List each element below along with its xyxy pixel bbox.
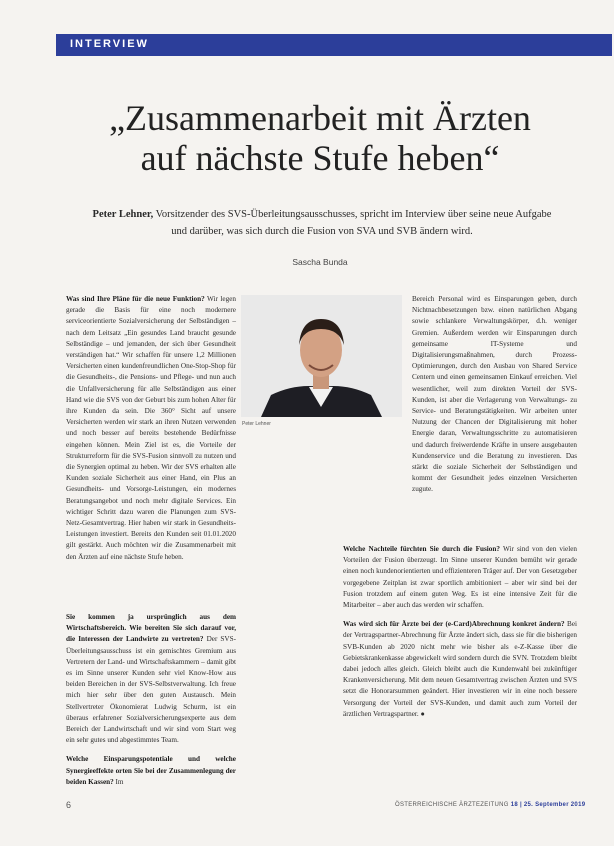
lead-paragraph bbox=[92, 206, 552, 240]
left-column-bottom bbox=[66, 612, 236, 788]
answer-2: Der SVS-Überleitungsausschuss ist ein gemischtes Gremium aus Vertretern der Land- und Wirtschaftskammern – damit gibt es im Sinne unserer Kunden sehr viel Know-How aus beiden Bereichen in der SVS-Selbstverwaltung. Ich freue mich hier sehr über den guten Austausch. Mein Stellvertreter Ökonomierat Ludwig Schurm, ist ein überaus erfahrener Sozialversicherungsexperte aus dem Bereich der Landwirtschaft und wir sind vom Start weg ein sehr gutes und abgestimmtes Team. bbox=[66, 635, 237, 745]
publication-name: ÖSTERREICHISCHE ÄRZTEZEITUNG bbox=[395, 802, 509, 808]
answer-4: Wir sind von den vielen Vorteilen der Fusion überzeugt. Im Sinne unserer Kunden bemüht wir gerade einen noch kundenorientierten und effizienteren Träger auf. Der von Gesetzgeber vorgegebene Zeitplan ist zwar sportlich ambitioniert – aber wir sind bei der Fusion trotzdem auf einem guten Weg. Es ist eine intensive Zeit für die Mitarbeiter – aber auch das werden wir schaffen. bbox=[343, 545, 577, 610]
question-2: Sie kommen ja ursprünglich aus dem Wirtschaftsbereich. Wie bereiten Sie sich darauf vor, die Interessen der Landwirte zu vertreten? bbox=[66, 613, 236, 644]
author-byline: Sascha Bunda bbox=[292, 257, 348, 267]
end-mark: ● bbox=[420, 709, 425, 718]
publication-footer bbox=[395, 802, 585, 808]
left-column-top bbox=[66, 294, 236, 563]
headline-line-2: auf nächste Stufe heben“ bbox=[140, 138, 500, 178]
answer-3-cont: Bereich Personal wird es Einsparungen geben, durch Nichtnachbesetzungen bzw. einen natürlichen Abgang sowie schlankere Verwaltungskörper, d.h. weniger Gremien. Außerdem werden wir Einsparungen durch gemeinsame IT-Systeme und Digitalisierungsmaßnahmen, durch Prozess-Optimierungen, durch den Ausbau von Shared Service Centern und einen gemeinsamen Einkauf erreichen. Viel wesentlicher, weil zum direkten Vorteil der SVS-Kunden, ist aber die Verlagerung von Verwaltungs- zu Service- und Beratungstätigkeiten. Wir arbeiten unter Nutzung der Chancen der Digitalisierung mit hoher Energie daran, Verwaltungsschritte zu automatisieren und dadurch freiwerdende Kräfte in unsere ausgebauten Kundenservice und die Beratung zu investieren. Das stärkt die soziale Sicherheit der Selbständigen und kommt der Gesundheit jedes einzelnen Versicherten zugute. bbox=[412, 295, 577, 494]
right-column-bottom bbox=[343, 544, 577, 720]
photo-caption: Peter Lehner bbox=[242, 421, 271, 427]
question-4: Welche Nachteile fürchten Sie durch die Fusion? bbox=[343, 545, 500, 553]
answer-3-start: Im bbox=[115, 777, 124, 786]
answer-1: Wir legen gerade die Basis für eine noch modernere serviceorientierte Sozialversicherung der Selbständigen – nach dem Leitsatz „Ein gesundes Land braucht gesunde Selbständige – und jemanden, der sich über Gesundheit verständigen hat.“ Wir schaffen für unsere 1,2 Millionen Versicherten einen kundenfreundlichen One-Stop-Shop für die Gesundheits-, die Pensions- und Pflege- und nun auch die Unfallversicherung für alle Selbständigen aus einer Hand wie die SVS von der Geburt bis zum hohen Alter für ihre Kunden da sein. Die 360° Sicht auf unsere Versicherten werden wir stark an ihren Nutzen verwenden und noch besser auf bereits bestehende Bedürfnisse eingehen können. Mein Ziel ist es, die Vorteile der Strukturreform für die SVS-Fusion sinnvoll zu nutzen und die Synergien optimal zu heben. Wir der SVS erhalten alle Kunden soziale Sicherheit aus einer Hand, ein Plus an Gesundheits- und Vorsorge-Leistungen, ein modernes Beratungsangebot und noch mehr digitale Services. Ein wichtiger Schritt dazu waren die Planungen zum SVS-Netz-Gesamtvertrag. Hier haben wir stark in Gesundheits-Leistungen investiert. Bereits den Kunden seit 01.01.2020 gilt gestärkt. Auch möchten wir die Zusammenarbeit mit den Ärzten auf eine nächste Stufe heben. bbox=[66, 295, 236, 561]
question-1: Was sind Ihre Pläne für die neue Funktion? bbox=[66, 295, 205, 303]
portrait-photo bbox=[241, 295, 402, 417]
lead-name: Peter Lehner, bbox=[92, 209, 154, 220]
page-number: 6 bbox=[66, 800, 72, 810]
section-label: INTERVIEW bbox=[70, 38, 149, 50]
question-5: Was wird sich für Ärzte bei der (e-Card)Abrechnung konkret ändern? bbox=[343, 620, 565, 629]
headline bbox=[60, 98, 580, 178]
question-3: Welche Einsparungspotentiale und welche Synergieeffekte orten Sie bei der Zusammenlegung der beiden Kassen? bbox=[66, 755, 236, 786]
answer-5: Bei der Vertragspartner-Abrechnung für Ärzte ändert sich, dass sie für die bisherigen SVB-Kunden ab 2020 nicht mehr wie bisher als e-Z-Kasse über die Gebietskrankenkasse abgewickelt wird sondern durch die SVN. Trotzdem bleibt dabei jedoch alles gleich. Gleich bleibt auch die Kundenwahl bei zukünftiger Krankenversicherung. Mit dem neuen Gesamtvertrag zwischen Ärzten und SVS setzt die Honorarsummen geändert. Hier investieren wir in eine noch bessere Versorgung der Vorteil der SVS-Kunden, und damit auch zum Vorteil der ärztlichen Vertragspartner. bbox=[343, 620, 578, 718]
lead-text: Vorsitzender des SVS-Überleitungsausschusses, spricht im Interview über seine neue Aufgabe und darüber, was sich durch die Fusion von SVA und SVB ändern wird. bbox=[153, 209, 552, 237]
section-banner bbox=[56, 34, 612, 56]
headline-line-1: „Zusammenarbeit mit Ärzten bbox=[109, 98, 531, 138]
issue-info: 18 | 25. September 2019 bbox=[510, 802, 586, 808]
right-column-top bbox=[412, 294, 577, 496]
